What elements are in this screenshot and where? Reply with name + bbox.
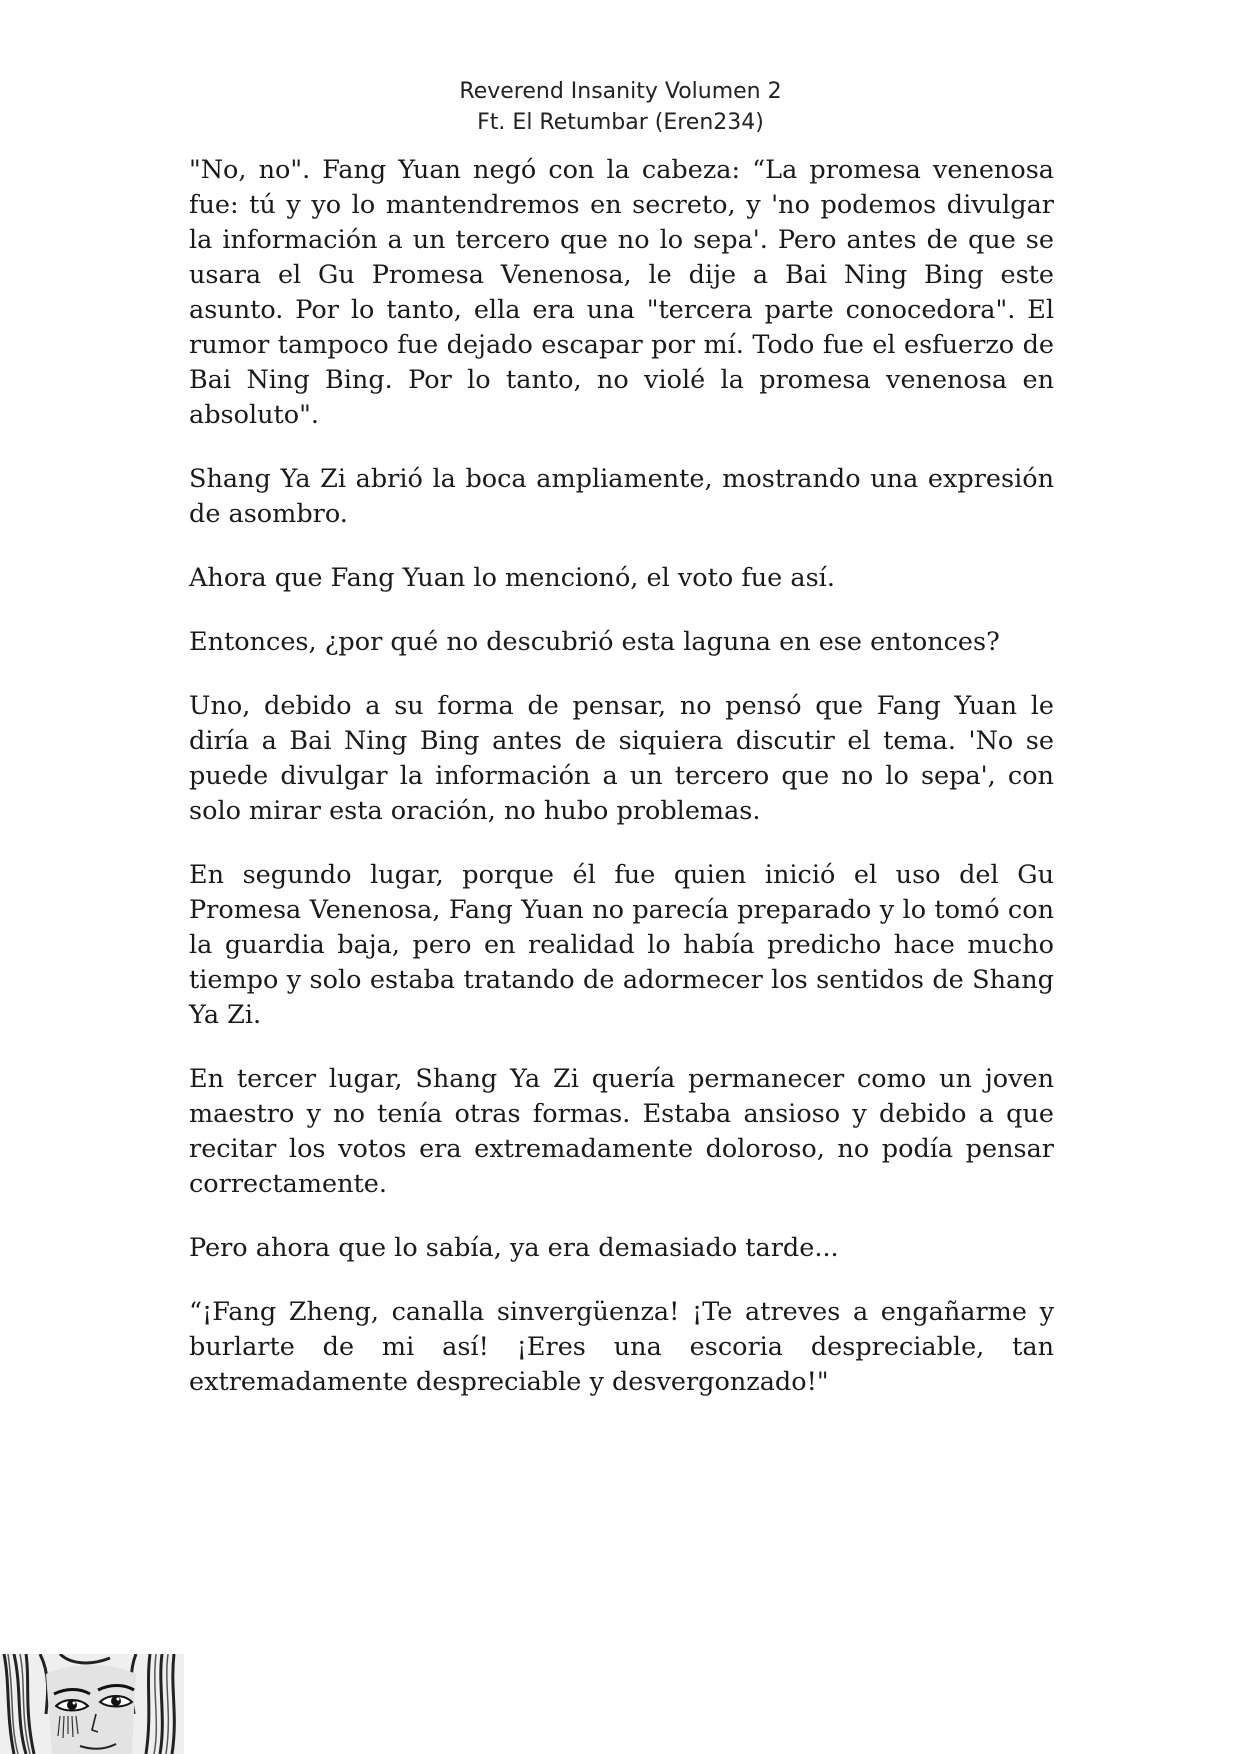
paragraph: Entonces, ¿por qué no descubrió esta laguna en ese entonces? bbox=[189, 627, 1000, 657]
document-body bbox=[189, 153, 1054, 1429]
manga-character-face-illustration-icon bbox=[0, 1654, 184, 1754]
header-credit: Ft. El Retumbar (Eren234) bbox=[477, 110, 764, 135]
page-header bbox=[0, 76, 1241, 138]
paragraph: "No, no". Fang Yuan negó con la cabeza: “La promesa venenosa fue: tú y yo lo mantendremos en secreto, y 'no podemos divulgar la información a un tercero que no lo sepa'. Pero antes de que se usara el Gu Promesa Venenosa, le dije a Bai Ning Bing este asunto. Por lo tanto, ella era una "tercera parte conocedora". El rumor tampoco fue dejado escapar por mí. Todo fue el esfuerzo de Bai Ning Bing. Por lo tanto, no violé la promesa venenosa en absoluto". bbox=[189, 155, 1054, 430]
paragraph: Uno, debido a su forma de pensar, no pensó que Fang Yuan le diría a Bai Ning Bing antes de siquiera discutir el tema. 'No se puede divulgar la información a un tercero que no lo sepa', con solo mirar esta oración, no hubo problemas. bbox=[189, 691, 1054, 826]
paragraph: Pero ahora que lo sabía, ya era demasiado tarde... bbox=[189, 1233, 839, 1263]
header-title: Reverend Insanity Volumen 2 bbox=[459, 79, 782, 104]
paragraph: Shang Ya Zi abrió la boca ampliamente, mostrando una expresión de asombro. bbox=[189, 464, 1054, 529]
paragraph: En segundo lugar, porque él fue quien inició el uso del Gu Promesa Venenosa, Fang Yuan no parecía preparado y lo tomó con la guardia baja, pero en realidad lo había predicho hace mucho tiempo y solo estaba tratando de adormecer los sentidos de Shang Ya Zi. bbox=[189, 860, 1054, 1030]
paragraph: En tercer lugar, Shang Ya Zi quería permanecer como un joven maestro y no tenía otras formas. Estaba ansioso y debido a que recitar los votos era extremadamente doloroso, no podía pensar correctamente. bbox=[189, 1064, 1054, 1199]
paragraph: “¡Fang Zheng, canalla sinvergüenza! ¡Te atreves a engañarme y burlarte de mi así! ¡Eres una escoria despreciable, tan extremadamente despreciable y desvergonzado!" bbox=[189, 1297, 1054, 1397]
paragraph: Ahora que Fang Yuan lo mencionó, el voto fue así. bbox=[189, 563, 835, 593]
